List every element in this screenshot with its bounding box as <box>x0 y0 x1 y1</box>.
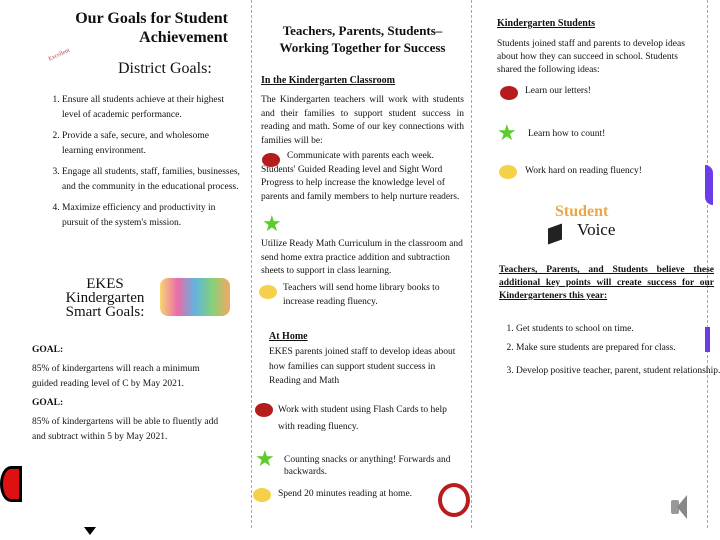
list-item: Spend 20 minutes reading at home. <box>278 489 413 499</box>
section-title: Teachers, Parents, Students– Working Together for Success <box>279 23 446 55</box>
classroom-intro: The Kindergarten teachers will work with students and their families to support student success in reading and math. Some of our key connections with families will be: <box>261 95 464 146</box>
district-goals-list <box>42 93 242 237</box>
smiley-icon <box>253 488 271 502</box>
goal-label: GOAL: <box>32 345 64 355</box>
smiley-icon <box>259 285 277 299</box>
apple-icon <box>255 403 273 417</box>
student-voice-logo-text: Voice <box>577 220 616 239</box>
list-item: 3. Engage all students, staff, families, businesses, and the community in the educational process. <box>62 165 242 195</box>
students-heading: Kindergarten Students <box>497 18 596 29</box>
goal-text: 85% of kindergartens will reach a minimum guided reading level of C by May 2021. <box>32 364 200 389</box>
decorative-shape <box>705 165 713 205</box>
list-item: 2. Provide a safe, secure, and wholesome learning environment. <box>62 129 242 159</box>
speaker-cone <box>677 495 687 519</box>
district-goals-heading: District Goals: <box>118 60 212 77</box>
list-item: 4. Maximize efficiency and productivity in pursuit of the system's mission. <box>62 201 242 231</box>
list-item: Utilize Ready Math Curriculum in the classroom and send home extra practice addition and subtraction sheets to support in class learning. <box>261 239 463 276</box>
smiley-icon <box>499 165 517 179</box>
decorative-shape <box>705 327 710 352</box>
home-intro: EKES parents joined staff to develop ideas about how families can support student success in Reading and Math <box>269 347 456 386</box>
goal-text: 85% of kindergartens will be able to fluently add and subtract within 5 by May 2021. <box>32 417 219 442</box>
key-points-list <box>496 322 720 388</box>
megaphone-icon <box>548 223 562 244</box>
list-item: 3. Develop positive teacher, parent, student relationship. <box>516 360 720 382</box>
decorative-shape <box>84 527 96 535</box>
students-intro: Students joined staff and parents to develop ideas about how they can succeed in school. Students shared the following ideas: <box>497 39 685 75</box>
list-item: Learn our letters! <box>525 86 591 96</box>
alarm-clock-icon <box>438 483 470 517</box>
home-heading: At Home <box>269 331 308 342</box>
page-title: Our Goals for Student Achievement <box>75 10 228 46</box>
list-item: 2. Make sure students are prepared for class. <box>516 343 720 354</box>
list-item: 1. Ensure all students achieve at their highest level of academic performance. <box>62 93 242 123</box>
decorative-shape <box>0 466 22 502</box>
key-points-heading: Teachers, Parents, and Students believe these additional key points will create success for our Kindergarteners this year: <box>499 265 714 301</box>
list-item: Work with student using Flash Cards to help with reading fluency. <box>278 405 447 432</box>
classroom-heading: In the Kindergarten Classroom <box>261 75 395 86</box>
list-item: Counting snacks or anything! Forwards and backwards. <box>284 455 451 477</box>
checklist-icon: Excellent <box>47 47 71 63</box>
star-icon: ★ <box>255 446 275 471</box>
smart-goals-heading: EKES Kindergarten Smart Goals: <box>65 276 145 320</box>
list-item: Communicate with parents each week. Students' Guided Reading level and Sight Word Progress to help increase the knowledge level of parents and family members to help nurture readers. <box>261 151 460 202</box>
star-icon: ★ <box>497 120 517 145</box>
goal-label: GOAL: <box>32 398 64 408</box>
student-voice-logo: Student <box>555 203 609 220</box>
kids-jumping-image <box>160 278 230 316</box>
list-item: 1. Get students to school on time. <box>516 322 720 337</box>
list-item: Learn how to count! <box>528 129 606 139</box>
list-item: Teachers will send home library books to increase reading fluency. <box>283 283 440 307</box>
list-item: Work hard on reading fluency! <box>525 166 642 176</box>
star-icon: ★ <box>262 211 282 236</box>
apple-icon <box>500 86 518 100</box>
